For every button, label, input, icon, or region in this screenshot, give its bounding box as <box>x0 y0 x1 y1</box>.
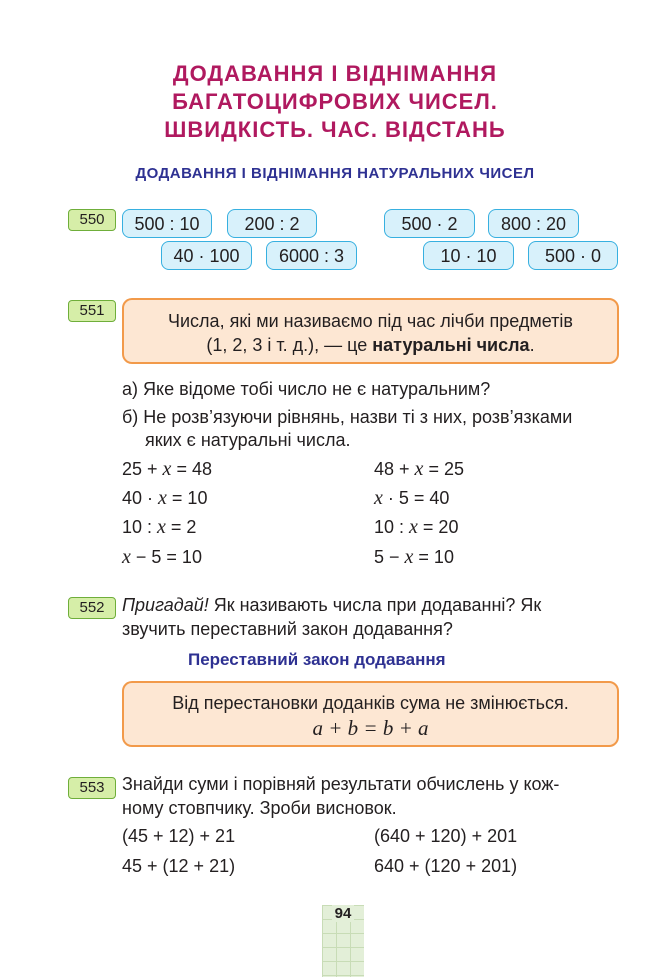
exercise-553-line-1: Знайди суми і порівняй результати обчислень у кож- <box>122 774 560 794</box>
section-subtitle: ДОДАВАННЯ І ВІДНІМАННЯ НАТУРАЛЬНИХ ЧИСЕЛ <box>135 165 535 182</box>
sum-expression: (640 + 120) + 201 <box>374 826 518 846</box>
expression-card: 800 : 20 <box>488 209 579 238</box>
law-title: Переставний закон додавання <box>188 650 446 669</box>
prompt-remember: Пригадай! <box>122 595 209 615</box>
equation-variable: x <box>158 487 167 509</box>
equation-part: = 20 <box>417 517 459 537</box>
expression-card: 500 : 10 <box>122 209 212 238</box>
equation-part: 25 + <box>122 459 163 479</box>
equation-part: = 10 <box>413 547 454 567</box>
page-number-tab <box>322 905 364 977</box>
equation-part: = 25 <box>423 459 464 479</box>
exercise-number-553: 553 <box>68 777 116 799</box>
equation-part: 5 − <box>374 547 405 567</box>
definition-box <box>122 298 619 364</box>
exercise-553-line-2: ному стовпчику. Зроби висновок. <box>122 798 397 818</box>
equation-part: 40 · <box>122 488 159 508</box>
equation <box>374 457 464 482</box>
equation-variable: x <box>374 487 383 509</box>
equation <box>122 486 207 511</box>
equation-variable: x <box>157 516 166 538</box>
exercise-number-551: 551 <box>68 300 116 322</box>
equation-variable: x <box>122 546 131 568</box>
question-b-line-2: яких є натуральні числа. <box>145 430 351 450</box>
equation-variable: x <box>409 516 418 538</box>
page-title-line-3: ШВИДКІСТЬ. ЧАС. ВІДСТАНЬ <box>164 117 506 142</box>
equation-part: 10 : <box>122 517 158 537</box>
law-box <box>122 681 619 747</box>
question-a: а) Яке відоме тобі число не є натуральним? <box>122 379 491 399</box>
sum-expression: 45 + (12 + 21) <box>122 856 236 876</box>
equation-part: 10 : <box>374 517 410 537</box>
law-text: Від перестановки доданків сума не змінюється. <box>172 693 569 713</box>
equation-part: − 5 = 10 <box>130 547 202 567</box>
expression-card: 10 · 10 <box>423 241 514 270</box>
sum-expression: 640 + (120 + 201) <box>374 856 518 876</box>
page-number: 94 <box>332 905 355 922</box>
equation-part: = 2 <box>165 517 197 537</box>
expression-card: 6000 : 3 <box>266 241 357 270</box>
definition-line-1: Числа, які ми називаємо під час лічби предметів <box>168 311 573 331</box>
equation-part: 48 + <box>374 459 415 479</box>
equation <box>374 486 449 511</box>
equation <box>122 515 196 540</box>
exercise-552-line-1 <box>122 593 619 618</box>
expression-card: 40 · 100 <box>161 241 252 270</box>
equation <box>122 457 212 482</box>
exercise-552-text: Як називають числа при додаванні? Як <box>208 595 542 615</box>
definition-term: натуральні числа <box>372 335 530 355</box>
equation-part: = 10 <box>166 488 208 508</box>
expression-card: 200 : 2 <box>227 209 317 238</box>
equation-part: = 48 <box>171 459 212 479</box>
equation-variable: x <box>414 458 424 480</box>
question-b-line-1: б) Не розв’язуючи рівнянь, назви ті з них, розв’язками <box>122 407 573 427</box>
definition-text: (1, 2, 3 і т. д.), — це <box>206 335 373 355</box>
page-title-line-2: БАГАТОЦИФРОВИХ ЧИСЕЛ. <box>172 89 498 114</box>
equation <box>374 515 458 540</box>
page-title-line-1: ДОДАВАННЯ І ВІДНІМАННЯ <box>172 61 498 86</box>
exercise-number-550: 550 <box>68 209 116 231</box>
definition-end: . <box>529 335 535 355</box>
sum-expression: (45 + 12) + 21 <box>122 826 236 846</box>
exercise-552-line-2: звучить переставний закон додавання? <box>122 619 453 639</box>
equation <box>122 545 202 570</box>
equation <box>374 545 454 570</box>
expression-card: 500 · 2 <box>384 209 475 238</box>
expression-card: 500 · 0 <box>528 241 618 270</box>
law-formula: a + b = b + a <box>312 716 429 740</box>
equation-part: · 5 = 40 <box>382 488 450 508</box>
exercise-number-552: 552 <box>68 597 116 619</box>
equation-variable: x <box>404 546 414 568</box>
definition-line-2 <box>124 333 617 358</box>
equation-variable: x <box>162 458 172 480</box>
